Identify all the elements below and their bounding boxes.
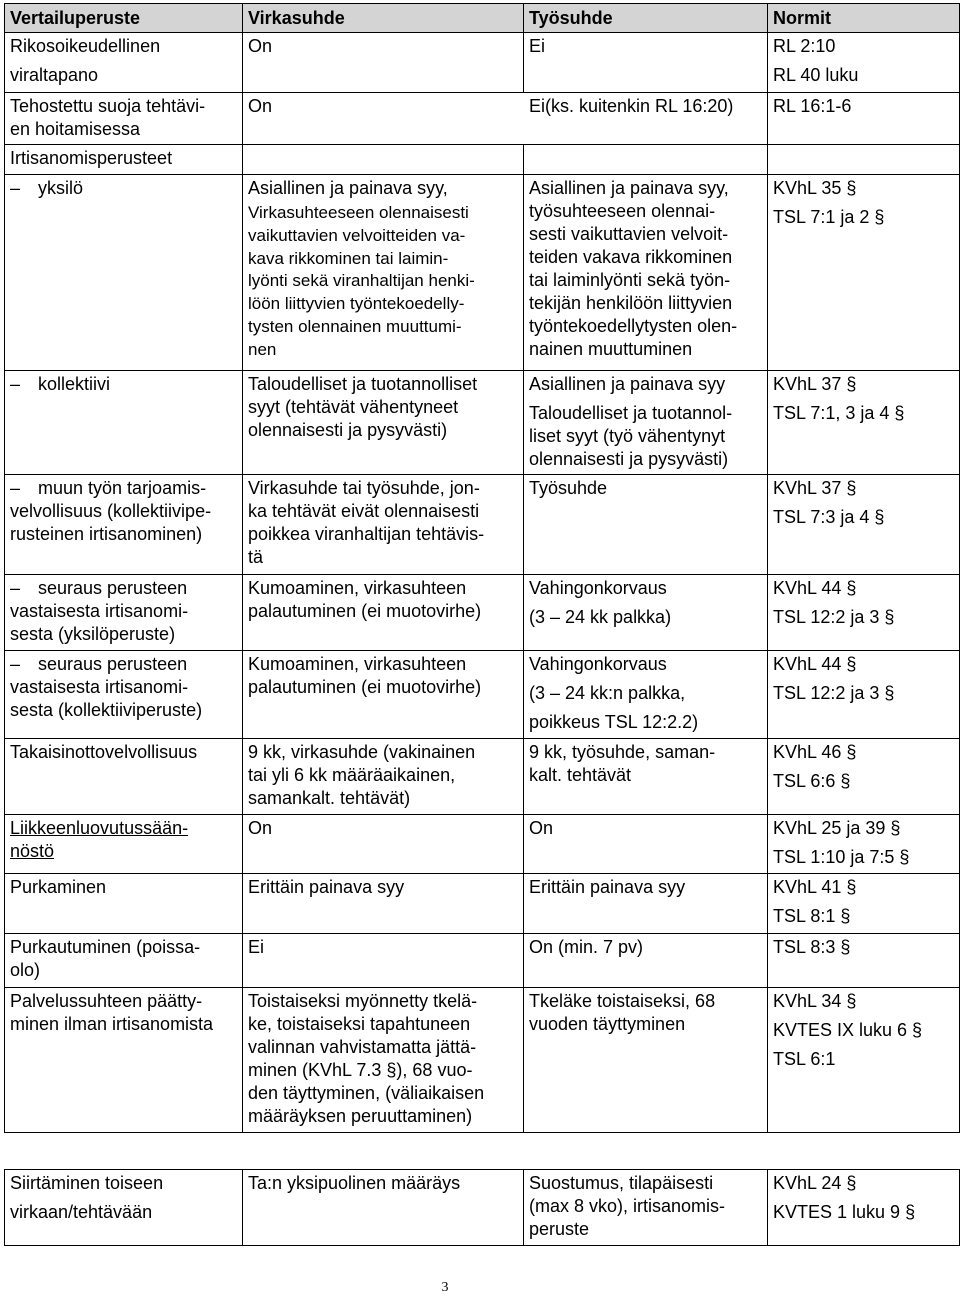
text-line: KVTES 1 luku 9 § (773, 1202, 916, 1222)
basis-cell (5, 575, 243, 651)
text-line: tai yli 6 kk määräaikainen, (248, 765, 456, 785)
tyosuhde-cell (524, 1170, 768, 1246)
dash-mark: – (10, 654, 21, 674)
text-line: Taloudelliset ja tuotannolliset (248, 374, 478, 394)
text-line: Tehostettu suoja tehtävi- (10, 96, 206, 116)
basis-cell (5, 815, 243, 874)
text-line: poikkeus TSL 12:2.2) (529, 712, 699, 732)
norms-cell (768, 33, 960, 93)
dash-mark: – (10, 478, 21, 498)
text-line (10, 477, 237, 500)
text-line: RL 40 luku (773, 65, 859, 85)
text-line: työntekoedellytysten olen- (529, 316, 738, 336)
text-line: KVhL 35 § (773, 178, 857, 198)
tyosuhde-value: Ei(ks. kuitenkin RL 16:20) (529, 96, 734, 116)
text-line: KVhL 37 § (773, 478, 857, 498)
virkasuhde-cell (243, 371, 524, 475)
empty-cell (243, 145, 524, 175)
empty-cell (524, 145, 768, 175)
text-fragment: seuraus perusteen (38, 578, 188, 598)
text-line: Vahingonkorvaus (529, 654, 667, 674)
virkasuhde-cell: Erittäin painava syy (243, 874, 524, 934)
text-line: Taloudelliset ja tuotannol- (529, 403, 733, 423)
text-line: sesta (yksilöperuste) (10, 624, 176, 644)
dash-mark: – (10, 578, 21, 598)
text-fragment: muun työn tarjoamis- (38, 478, 207, 498)
basis-cell: Purkaminen (5, 874, 243, 934)
text-line: vastaisesta irtisanomi- (10, 601, 189, 621)
text-line: tysten olennainen muuttumi- (248, 316, 462, 336)
text-line: Virkasuhteeseen olennaisesti (248, 203, 469, 222)
tyosuhde-cell (524, 575, 768, 651)
text-line: vaikuttavien velvoitteiden va- (248, 225, 466, 245)
text-line: en hoitamisessa (10, 119, 141, 139)
text-line: rusteinen irtisanominen) (10, 524, 203, 544)
text-line: liset syyt (työ vähentynyt (529, 426, 726, 446)
text-line: Kumoaminen, virkasuhteen (248, 578, 467, 598)
text-line: sesta (kollektiiviperuste) (10, 700, 203, 720)
tyosuhde-cell: Ei (524, 33, 768, 93)
virkasuhde-cell (243, 575, 524, 651)
virkasuhde-cell: Ei (243, 934, 524, 988)
text-line: syyt (tehtävät vähentyneet (248, 397, 459, 417)
basis-cell (5, 934, 243, 988)
text-line: Tkeläke toistaiseksi, 68 (529, 991, 716, 1011)
header-tyosuhde: Työsuhde (524, 4, 768, 33)
text-line: Liikkeenluovutussään- (10, 818, 189, 838)
comparison-table (4, 3, 960, 1246)
text-line: velvollisuus (kollektiivipe- (10, 501, 212, 521)
table-row (5, 371, 960, 475)
table-row (5, 874, 960, 934)
norms-cell (768, 874, 960, 934)
text-line: Palvelussuhteen päätty- (10, 991, 203, 1011)
text-line: TSL 12:2 ja 3 § (773, 607, 895, 627)
tyosuhde-cell: On (524, 815, 768, 874)
dash-mark: – (10, 178, 21, 198)
text-line: TSL 6:6 § (773, 771, 851, 791)
basis-cell (5, 651, 243, 739)
basis-cell (5, 175, 243, 371)
text-line: Vahingonkorvaus (529, 578, 667, 598)
empty-cell (5, 1133, 243, 1170)
norms-cell (768, 575, 960, 651)
virkasuhde-cell (243, 475, 524, 575)
table-row (5, 815, 960, 874)
virkasuhde-cell (243, 739, 524, 815)
text-line: TSL 7:3 ja 4 § (773, 507, 885, 527)
text-line: TSL 7:1 ja 2 § (773, 207, 885, 227)
text-line: Virkasuhde tai työsuhde, jon- (248, 478, 480, 498)
tyosuhde-cell: On (min. 7 pv) (524, 934, 768, 988)
norms-cell (768, 475, 960, 575)
table-row (5, 33, 960, 93)
tyosuhde-cell (524, 175, 768, 371)
text-line: 9 kk, työsuhde, saman- (529, 742, 716, 762)
text-line: Suostumus, tilapäisesti (529, 1173, 714, 1193)
tyosuhde-cell (524, 651, 768, 739)
basis-cell (5, 988, 243, 1133)
text-block (248, 202, 518, 362)
text-line: poikkea viranhaltijan tehtävis- (248, 524, 485, 544)
spacer-row (5, 1133, 960, 1170)
header-virkasuhde: Virkasuhde (243, 4, 524, 33)
table-row (5, 651, 960, 739)
text-line: viraltapano (10, 65, 99, 85)
text-line: KVhL 46 § (773, 742, 857, 762)
text-line (10, 577, 237, 600)
table-row (5, 934, 960, 988)
text-line: vuoden täyttyminen (529, 1014, 686, 1034)
text-line: valinnan vahvistamatta jättä- (248, 1037, 477, 1057)
virkasuhde-cell: Ta:n yksipuolinen määräys (243, 1170, 524, 1246)
text-line: löön liittyvien työntekoedelly- (248, 294, 465, 314)
text-line: määräyksen peruuttaminen) (248, 1106, 473, 1126)
tyosuhde-cell (524, 739, 768, 815)
text-line: tä (248, 547, 264, 567)
norms-cell (768, 815, 960, 874)
text-line: KVhL 44 § (773, 578, 857, 598)
text-line: KVhL 44 § (773, 654, 857, 674)
text-line: kava rikkominen tai laimin- (248, 248, 449, 268)
text-line: nainen muuttuminen (529, 339, 693, 359)
text-line: palautuminen (ei muotovirhe) (248, 601, 482, 621)
basis-cell (5, 1170, 243, 1246)
text-line: KVhL 37 § (773, 374, 857, 394)
text-line: tai laiminlyönti sekä työn- (529, 270, 731, 290)
text-line: 9 kk, virkasuhde (vakinainen (248, 742, 476, 762)
text-line: TSL 12:2 ja 3 § (773, 683, 895, 703)
text-line: Purkautuminen (poissa- (10, 937, 201, 957)
text-line: nöstö (10, 841, 55, 861)
text-line: työsuhteeseen olennai- (529, 201, 716, 221)
norms-cell (768, 739, 960, 815)
text-line: ke, toistaiseksi tapahtuneen (248, 1014, 471, 1034)
text-line: lyönti sekä viranhaltijan henki- (248, 271, 475, 291)
norms-cell (768, 371, 960, 475)
text-line: RL 2:10 (773, 36, 836, 56)
text-line: nen (248, 339, 277, 359)
table-row (5, 93, 960, 145)
table-row (5, 739, 960, 815)
text-line: KVhL 41 § (773, 877, 857, 897)
text-line: kalt. tehtävät (529, 765, 632, 785)
text-line: palautuminen (ei muotovirhe) (248, 677, 482, 697)
text-line: Asiallinen ja painava syy (529, 374, 726, 394)
virkasuhde-cell: On (243, 33, 524, 93)
text-line: sesti vaikuttavien velvoit- (529, 224, 729, 244)
header-row (5, 4, 960, 33)
empty-cell (768, 1133, 960, 1170)
header-normit: Normit (768, 4, 960, 33)
basis-cell (5, 33, 243, 93)
norms-cell (768, 651, 960, 739)
text-line: yksilö (38, 178, 84, 198)
text-line: virkaan/tehtävään (10, 1202, 153, 1222)
norms-cell: RL 16:1-6 (768, 93, 960, 145)
text-line: kollektiivi (38, 374, 111, 394)
table-row (5, 575, 960, 651)
virkasuhde-cell (243, 651, 524, 739)
text-line: TSL 8:1 § (773, 906, 851, 926)
text-line: (max 8 vko), irtisanomis- (529, 1196, 726, 1216)
text-line: olo) (10, 960, 41, 980)
text-line: tekijän henkilöön liittyvien (529, 293, 733, 313)
text-line: (3 – 24 kk palkka) (529, 607, 672, 627)
basis-cell (5, 475, 243, 575)
text-line: KVhL 24 § (773, 1173, 857, 1193)
tyosuhde-cell: Erittäin painava syy (524, 874, 768, 934)
text-line: KVhL 34 § (773, 991, 857, 1011)
virkasuhde-cell (243, 988, 524, 1133)
virkasuhde-cell (243, 175, 524, 371)
norms-cell: TSL 8:3 § (768, 934, 960, 988)
text-line: peruste (529, 1219, 590, 1239)
text-line: TSL 7:1, 3 ja 4 § (773, 403, 905, 423)
text-line: KVTES IX luku 6 § (773, 1020, 923, 1040)
combined-cell (243, 93, 768, 145)
empty-cell (524, 1133, 768, 1170)
text-line: Rikosoikeudellinen (10, 36, 161, 56)
text-line: minen (KVhL 7.3 §), 68 vuo- (248, 1060, 473, 1080)
text-line: samankalt. tehtävät) (248, 788, 411, 808)
table-row (5, 988, 960, 1133)
text-line: ka tehtävät eivät olennaisesti (248, 501, 480, 521)
text-line: Kumoaminen, virkasuhteen (248, 654, 467, 674)
dash-mark: – (10, 374, 21, 394)
norms-cell (768, 175, 960, 371)
empty-cell (768, 145, 960, 175)
norms-cell (768, 1170, 960, 1246)
text-line: TSL 1:10 ja 7:5 § (773, 847, 910, 867)
text-line: olennaisesti ja pysyvästi) (248, 420, 448, 440)
page-number: 3 (441, 1280, 449, 1295)
basis-cell (5, 93, 243, 145)
header-basis: Vertailuperuste (5, 4, 243, 33)
virkasuhde-cell: On (243, 815, 524, 874)
text-line: teiden vakava rikkominen (529, 247, 733, 267)
text-line: Asiallinen ja painava syy, (248, 178, 448, 198)
text-line (10, 653, 237, 676)
tyosuhde-cell: Työsuhde (524, 475, 768, 575)
empty-cell (243, 1133, 524, 1170)
text-line: TSL 6:1 (773, 1049, 836, 1069)
basis-cell (5, 371, 243, 475)
table-row (5, 1170, 960, 1246)
table-row (5, 475, 960, 575)
text-line: minen ilman irtisanomista (10, 1014, 214, 1034)
text-line: Toistaiseksi myönnetty tkelä- (248, 991, 478, 1011)
section-heading: Irtisanomisperusteet (5, 145, 243, 175)
text-line: (3 – 24 kk:n palkka, (529, 683, 686, 703)
text-line: KVhL 25 ja 39 § (773, 818, 901, 838)
text-line: Siirtäminen toiseen (10, 1173, 164, 1193)
text-fragment: seuraus perusteen (38, 654, 188, 674)
norms-cell (768, 988, 960, 1133)
text-line: den täyttyminen, (väliaikaisen (248, 1083, 485, 1103)
virkasuhde-value: On (248, 96, 273, 116)
tyosuhde-cell (524, 371, 768, 475)
text-line: vastaisesta irtisanomi- (10, 677, 189, 697)
tyosuhde-cell (524, 988, 768, 1133)
table-row (5, 175, 960, 371)
text-line: Asiallinen ja painava syy, (529, 178, 729, 198)
basis-cell: Takaisinottovelvollisuus (5, 739, 243, 815)
text-line: olennaisesti ja pysyvästi) (529, 449, 729, 469)
table-row (5, 145, 960, 175)
